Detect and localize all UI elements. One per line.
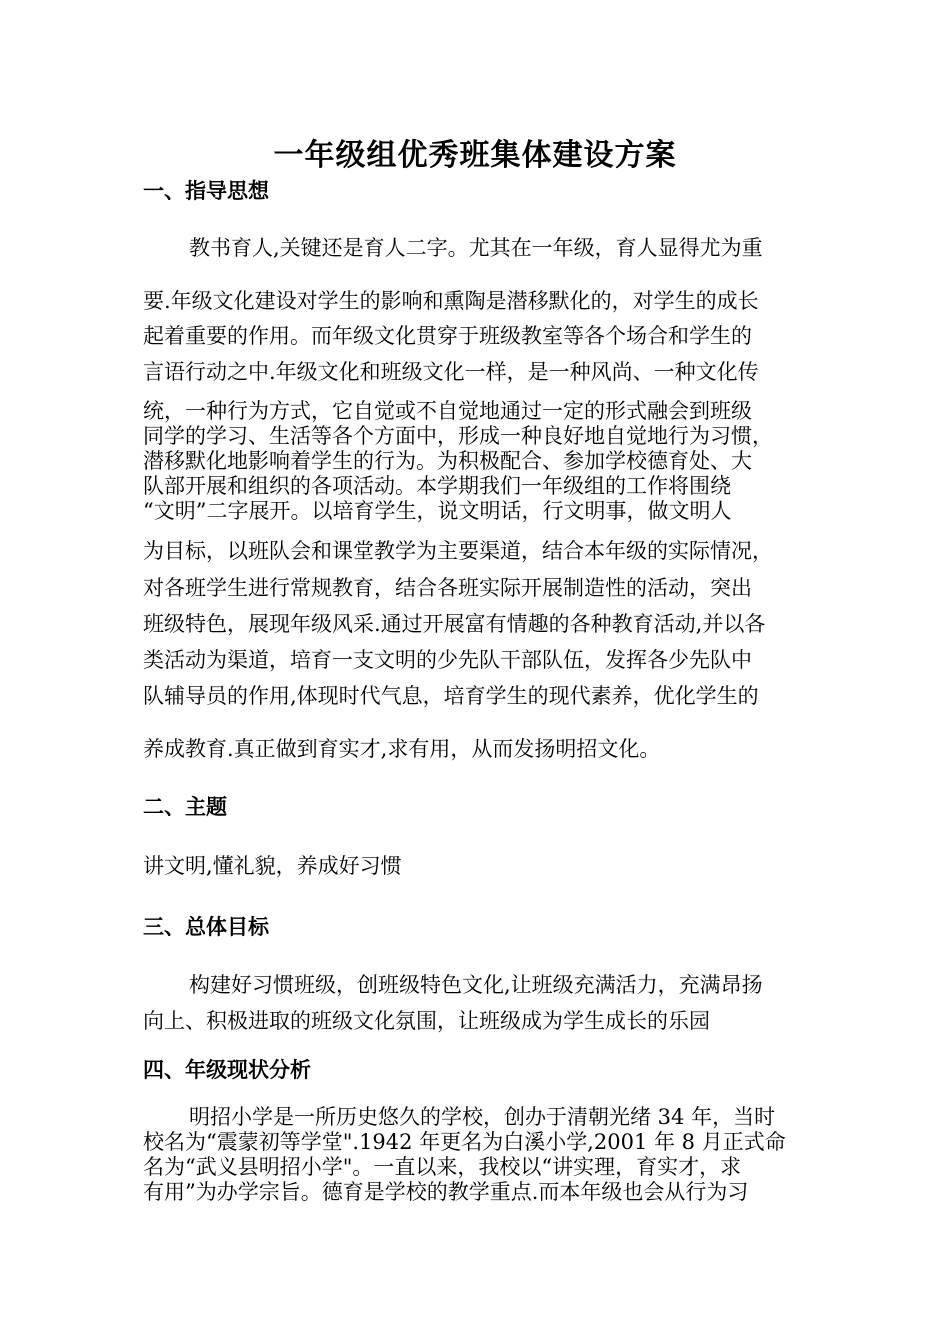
paragraph-line: 同学的学习、生活等各个方面中，形成一种良好地自觉地行为习惯， [143,424,773,448]
paragraph-line: 起着重要的作用。而年级文化贯穿于班级教室等各个场合和学生的 [143,324,752,348]
paragraph-line: 有用”为办学宗旨。德育是学校的教学重点.而本年级也会从行为习 [143,1180,749,1204]
paragraph-line: 班级特色，展现年级风采.通过开展富有情趣的各种教育活动,并以各 [143,612,766,636]
section-heading-status-analysis: 四、年级现状分析 [143,1057,311,1082]
paragraph-line: 统，一种行为方式，它自觉或不自觉地通过一定的形式融会到班级 [143,399,752,423]
paragraph-line: “文明”二字展开。以培育学生，说文明话，行文明事，做文明人 [143,499,732,523]
paragraph-line: 为目标，以班队会和课堂教学为主要渠道，结合本年级的实际情况， [143,539,773,563]
paragraph-line: 向上、积极进取的班级文化氛围，让班级成为学生成长的乐园 [143,1009,710,1033]
paragraph-line: 名为“武义县明招小学"。一直以来，我校以“讲实理，育实才，求 [143,1155,742,1179]
section-heading-guiding-thought: 一、指导思想 [143,178,269,203]
paragraph-line: 构建好习惯班级，创班级特色文化,让班级充满活力，充满昂扬 [189,973,763,997]
paragraph-line: 养成教育.真正做到育实才,求有用，从而发扬明招文化。 [143,737,661,761]
paragraph-line: 队辅导员的作用,体现时代气息，培育学生的现代素养，优化学生的 [143,684,759,708]
paragraph-line: 要.年级文化建设对学生的影响和熏陶是潜移默化的，对学生的成长 [143,289,759,313]
paragraph-line: 类活动为渠道，培育一支文明的少先队干部队伍，发挥各少先队中 [143,648,752,672]
paragraph-line: 潜移默化地影响着学生的行为。为积极配合、参加学校德育处、大 [143,449,752,473]
paragraph-line: 明招小学是一所历史悠久的学校，创办于清朝光绪 34 年，当时 [189,1105,776,1129]
paragraph-line: 教书育人,关键还是育人二字。尤其在一年级，育人显得尤为重 [189,236,763,260]
paragraph-line: 校名为“震蒙初等学堂".1942 年更名为白溪小学,2001 年 8 月正式命 [143,1130,786,1154]
section-heading-theme: 二、主题 [143,794,227,819]
document-title: 一年级组优秀班集体建设方案 [273,138,677,173]
paragraph-line: 言语行动之中.年级文化和班级文化一样，是一种风尚、一种文化传 [143,360,759,384]
paragraph-line: 对各班学生进行常规教育，结合各班实际开展制造性的活动，突出 [143,576,752,600]
paragraph-line: 队部开展和组织的各项活动。本学期我们一年级组的工作将围绕 [143,474,731,498]
paragraph-line: 讲文明,懂礼貌，养成好习惯 [143,854,402,878]
section-heading-overall-goal: 三、总体目标 [143,914,269,939]
